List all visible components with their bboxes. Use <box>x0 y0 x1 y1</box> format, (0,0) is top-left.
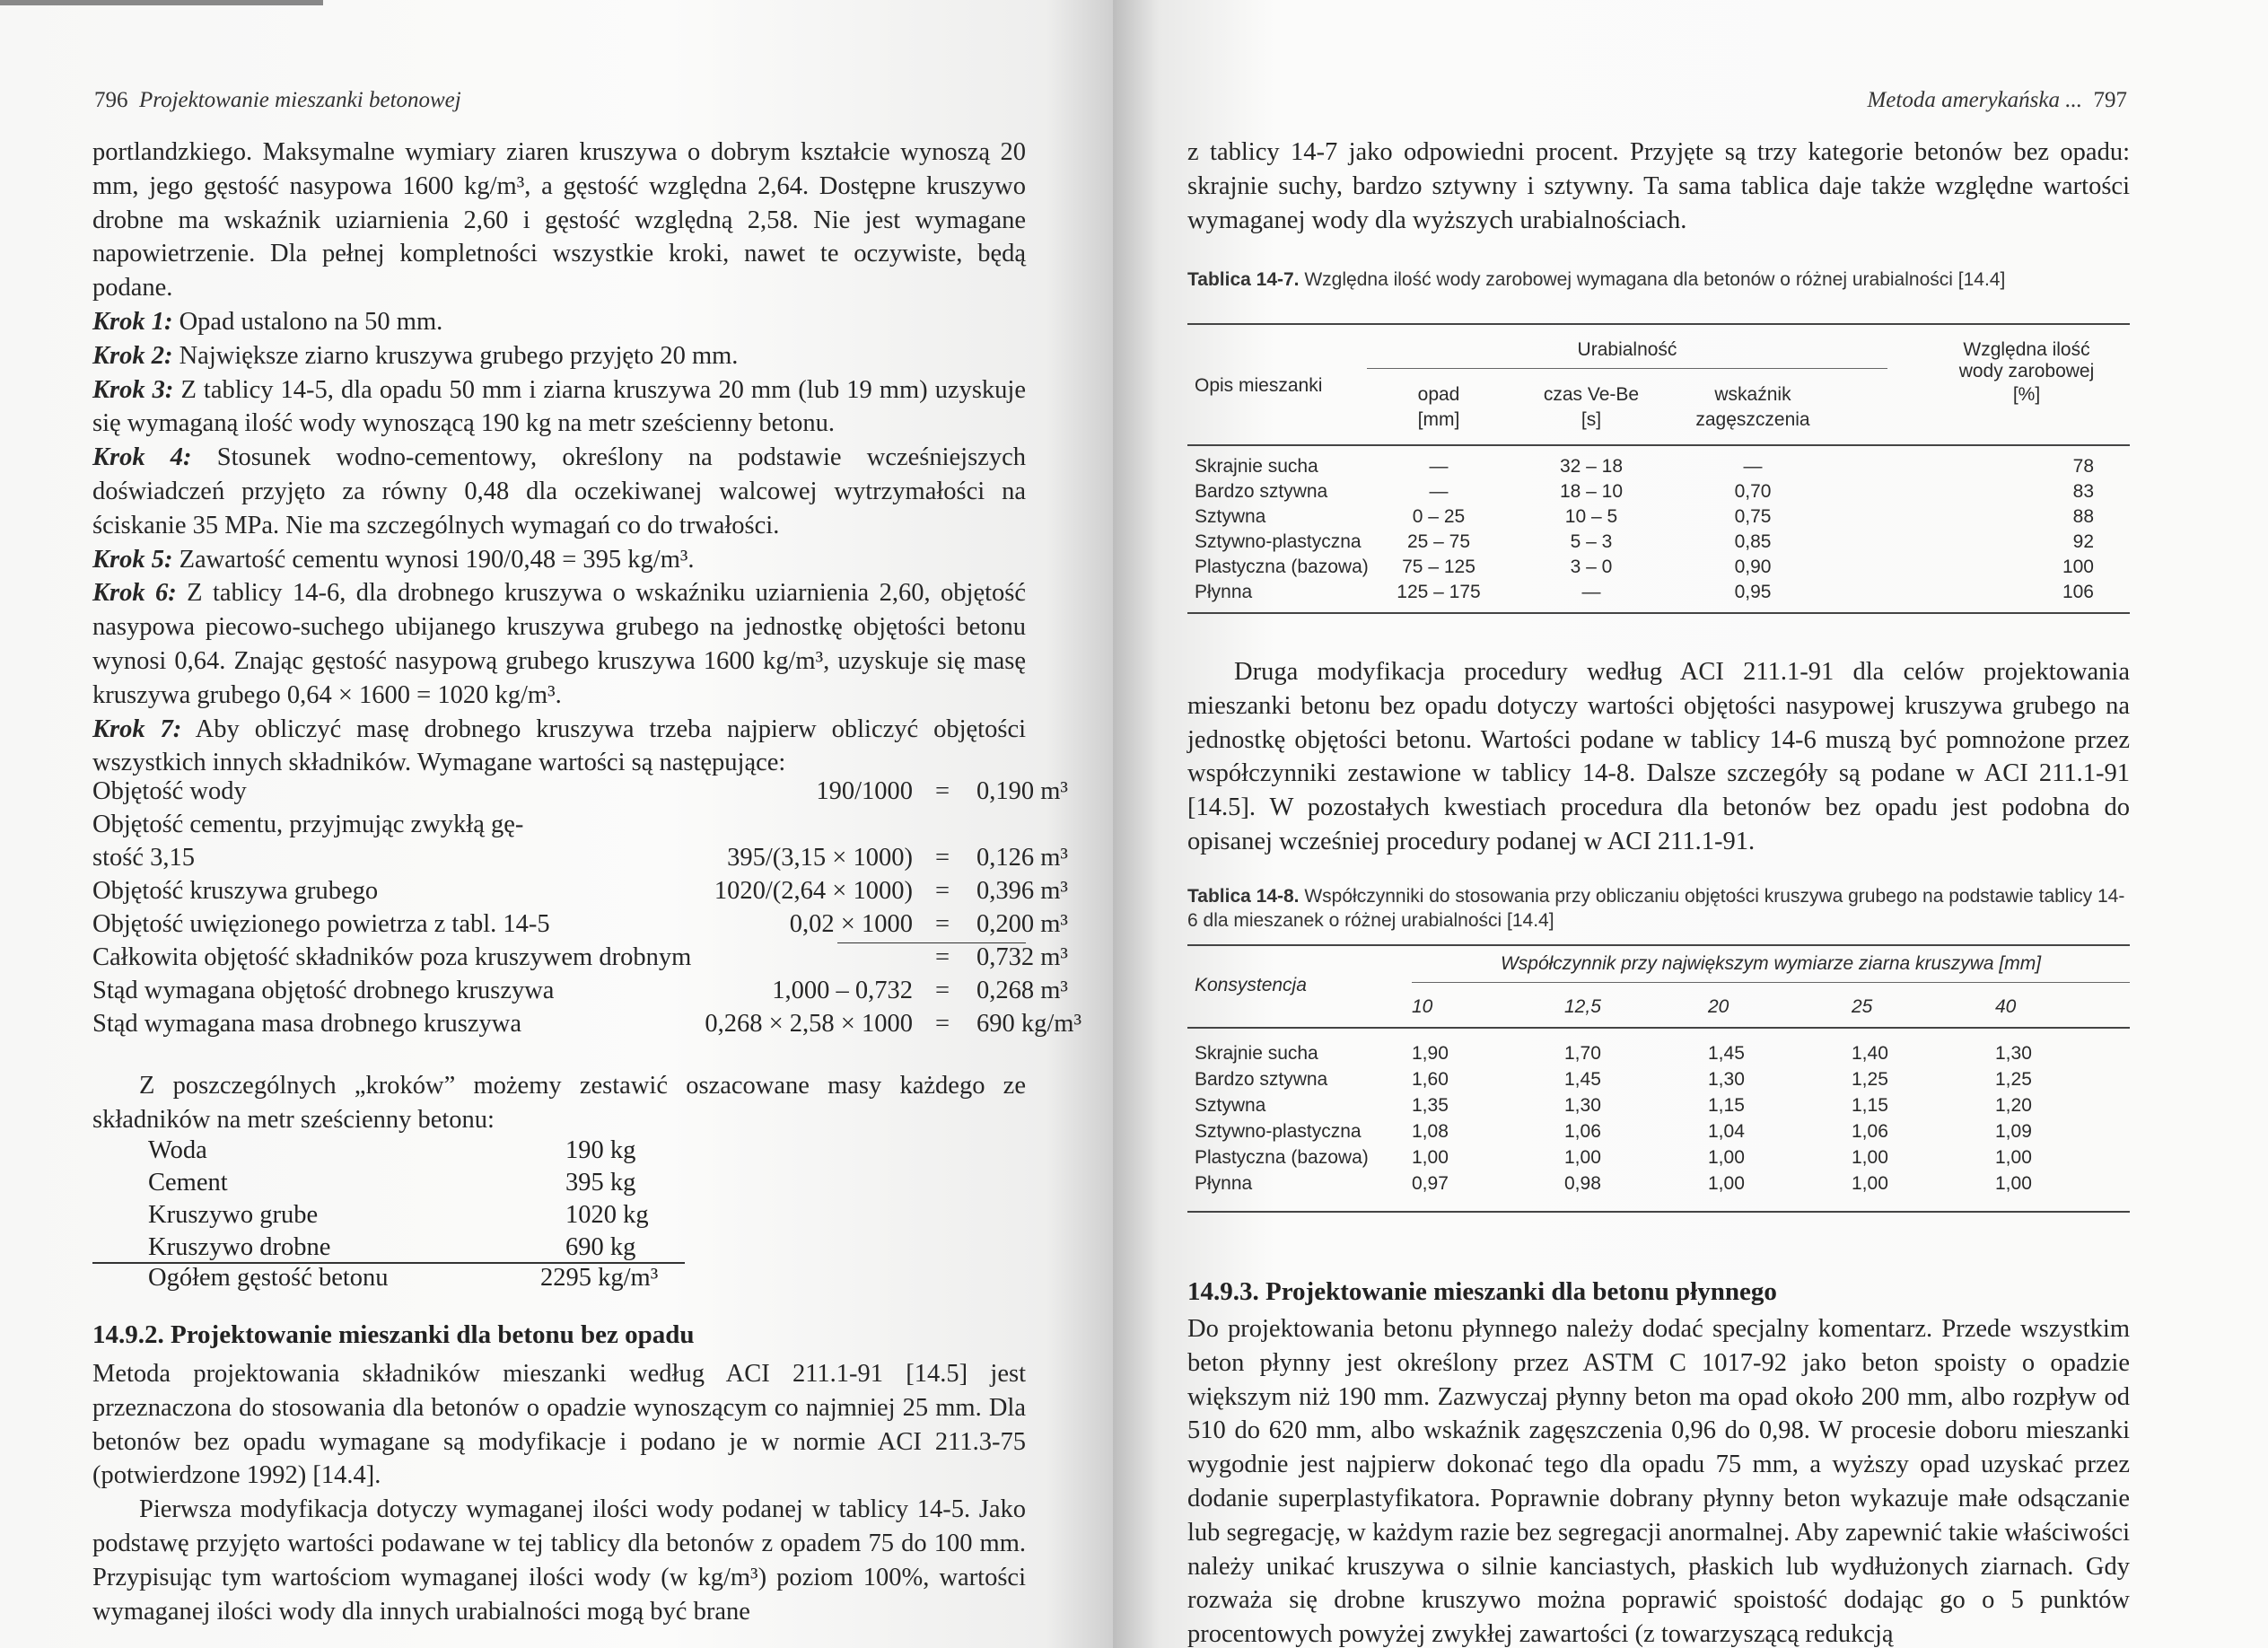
table-cell-desc: Sztywna <box>1195 506 1266 527</box>
table-cell-desc: Skrajnie sucha <box>1195 456 1318 477</box>
table-row <box>1187 481 2130 506</box>
table-cell-value: 1,04 <box>1708 1121 1745 1142</box>
step-text: Opad ustalono na 50 mm. <box>172 307 443 336</box>
step-label: Krok 4: <box>92 443 192 472</box>
right-page-number: 797 <box>2093 88 2127 112</box>
table-cell-wsk: 0,95 <box>1734 582 1772 602</box>
table-rule <box>1187 323 2130 325</box>
table-cell-value: 1,06 <box>1852 1121 1888 1142</box>
table-cell-wsk: — <box>1743 456 1763 477</box>
col-header-size: 40 <box>1995 996 2017 1017</box>
mass-total-row: Ogółem gęstość betonu 2295 kg/m³ <box>148 1264 659 1292</box>
mass-row: Kruszywo drobne 690 kg <box>148 1233 636 1261</box>
table-cell-vebe: 32 – 18 <box>1559 456 1624 477</box>
table-cell-value: 1,00 <box>1564 1147 1601 1168</box>
step-1 <box>92 305 1026 339</box>
section-title-14-9-3: 14.9.3. Projektowanie mieszanki dla betonu płynnego <box>1187 1277 1777 1306</box>
table-cell-desc: Bardzo sztywna <box>1195 1069 1328 1090</box>
step-label: Krok 1: <box>92 307 173 336</box>
col-group-header: Współczynnik przy największym wymiarze ziarna kruszywa [mm] <box>1500 953 2042 974</box>
table-cell-opad: 75 – 125 <box>1402 557 1476 577</box>
mass-row: Cement 395 kg <box>148 1169 636 1197</box>
steps-list <box>92 305 1026 780</box>
mass-row: Woda 190 kg <box>148 1136 636 1164</box>
step-text: Z tablicy 14-5, dla opadu 50 mm i ziarna kruszywa 20 mm (lub 19 mm) uzyskuje się wymaganą ilość wody wynoszącą 190 kg na metr sześcienny betonu. <box>92 375 1026 438</box>
table-cell-desc: Plastyczna (bazowa) <box>1195 1147 1369 1168</box>
step-4 <box>92 441 1026 542</box>
col-header: Opis mieszanki <box>1195 375 1323 396</box>
table-cell-value: 1,00 <box>1412 1147 1449 1168</box>
step-3 <box>92 373 1026 442</box>
table-row <box>1187 456 2130 481</box>
col-header: Konsystencja <box>1195 975 1307 995</box>
table-rule <box>1367 368 1887 369</box>
table-cell-value: 1,60 <box>1412 1069 1449 1090</box>
left-page-number: 796 <box>94 88 128 112</box>
step-5 <box>92 543 1026 577</box>
step-label: Krok 7: <box>92 714 182 743</box>
step-label: Krok 6: <box>92 579 177 608</box>
table-cell-value: 1,40 <box>1852 1043 1888 1064</box>
table-cell-value: 1,00 <box>1995 1147 2032 1168</box>
table-cell-vebe: 3 – 0 <box>1570 557 1613 577</box>
table-rule <box>1187 612 2130 614</box>
table-cell-value: 1,09 <box>1995 1121 2032 1142</box>
right-running-title: Metoda amerykańska ... <box>1867 88 2082 112</box>
section-14-9-2-paragraph-1: Metoda projektowania składników mieszanki według ACI 211.1-91 [14.5] jest przeznaczona do stosowania dla betonów o opadzie wynoszącym co najmniej 25 mm. Dla betonów bez opadu wymagane są modyfikacje i podano je w normie ACI 211.3-75 (potwierdzone 1992) [14.4]. <box>92 1360 1026 1490</box>
left-running-title: Projektowanie mieszanki betonowej <box>139 88 461 112</box>
table-cell-water: 83 <box>2072 481 2094 502</box>
col-header: wskaźnik <box>1714 384 1791 405</box>
step-label: Krok 2: <box>92 341 173 370</box>
table-14-8 <box>1187 944 2130 1214</box>
section-14-9-2-text <box>92 1357 1026 1628</box>
table-cell-wsk: 0,85 <box>1734 531 1772 552</box>
table-cell-value: 1,25 <box>1995 1069 2032 1090</box>
table-rule <box>1187 1211 2130 1213</box>
section-14-9-2-paragraph-2: Pierwsza modyfikacja dotyczy wymaganej ilości wody podanej w tablicy 14-5. Jako podstawę przyjęto wartości podawane w tej tablicy dla betonów z opadem 75 do 100 mm. Przypisując tym wartościom wymaganej ilości wody (w kg/m³) poziom 100%, wartości wymaganej ilości wody dla innych urabialności mogą być brane <box>92 1495 1026 1626</box>
col-header: [mm] <box>1417 409 1460 430</box>
col-header: [%] <box>2012 384 2041 405</box>
col-header: [s] <box>1581 409 1602 430</box>
section-title-14-9-2: 14.9.2. Projektowanie mieszanki dla betonu bez opadu <box>92 1320 695 1349</box>
table-cell-value: 1,06 <box>1564 1121 1601 1142</box>
left-intro-paragraph: portlandzkiego. Maksymalne wymiary ziaren kruszywa o dobrym kształcie wynoszą 20 mm, jego gęstość nasypowa 1600 kg/m³, a gęstość względna 2,64. Dostępne kruszywo drobne ma wskaźnik uziarnienia 2,60 i gęstość względną 2,58. Nie jest wymagane napowietrzenie. Dla pełnej kompletności wszystkie kroki, nawet te oczywiste, będą podane. <box>92 138 1026 302</box>
table-cell-value: 1,00 <box>1708 1147 1745 1168</box>
table-cell-desc: Sztywna <box>1195 1095 1266 1116</box>
table-14-8-caption: Tablica 14-8. Współczynniki do stosowania przy obliczaniu objętości kruszywa grubego na podstawie tablicy 14-6 dla mieszanek o różnej urabialności [14.4] <box>1187 886 2125 931</box>
table-cell-desc: Skrajnie sucha <box>1195 1043 1318 1064</box>
table-cell-vebe: — <box>1581 582 1601 602</box>
top-edge <box>0 0 323 5</box>
col-header-size: 10 <box>1412 996 1433 1017</box>
table-cell-value: 1,30 <box>1564 1095 1601 1116</box>
table-cell-value: 1,45 <box>1708 1043 1745 1064</box>
table-cell-vebe: 18 – 10 <box>1559 481 1624 502</box>
table-14-7-caption: Tablica 14-7. Względna ilość wody zarobowej wymagana dla betonów o różnej urabialności [14.4] <box>1187 269 2006 290</box>
table-cell-desc: Sztywno-plastyczna <box>1195 1121 1362 1142</box>
right-intro: z tablicy 14-7 jako odpowiedni procent. Przyjęte są trzy kategorie betonów bez opadu: skrajnie suchy, bardzo sztywny i sztywny. Ta sama tablica daje także względne wartości wymaganej wody dla wyższych urabialnościach. <box>1187 138 2130 234</box>
table-cell-value: 1,45 <box>1564 1069 1601 1090</box>
step-label: Krok 5: <box>92 545 173 574</box>
table-cell-value: 0,97 <box>1412 1173 1449 1194</box>
left-body-text <box>92 136 1026 780</box>
step-text: Z tablicy 14-6, dla drobnego kruszywa o wskaźniku uziarnienia 2,60, objętość nasypowa piecowo-suchego ubijanego kruszywa grubego na jednostkę objętości betonu wynosi 0,64. Znając gęstość nasypową grubego kruszywa 1600 kg/m³, uzyskuje się masę kruszywa grubego 0,64 × 1600 = 1020 kg/m³. <box>92 579 1027 709</box>
table-cell-value: 1,00 <box>1708 1173 1745 1194</box>
table-cell-vebe: 10 – 5 <box>1564 506 1618 527</box>
table-row <box>1187 1147 2130 1173</box>
table-row <box>1187 1095 2130 1121</box>
table-cell-opad: 0 – 25 <box>1412 506 1466 527</box>
table-row <box>1187 1173 2130 1199</box>
col-group-header: Urabialność <box>1577 339 1677 360</box>
table-cell-value: 0,98 <box>1564 1173 1601 1194</box>
step-text: Aby obliczyć masę drobnego kruszywa trzeba najpierw obliczyć objętości wszystkich innych składników. Wymagane wartości są następujące: <box>92 714 1027 777</box>
table-cell-wsk: 0,75 <box>1734 506 1772 527</box>
table-cell-desc: Plastyczna (bazowa) <box>1195 557 1369 577</box>
table-cell-value: 1,35 <box>1412 1095 1449 1116</box>
col-header: opad <box>1417 384 1460 405</box>
table-cell-value: 1,15 <box>1852 1095 1888 1116</box>
table-cell-water: 88 <box>2072 506 2094 527</box>
left-page-header <box>94 88 461 113</box>
step-label: Krok 3: <box>92 375 174 404</box>
table-row <box>1187 1069 2130 1095</box>
table-row <box>1187 582 2130 607</box>
left-page <box>0 0 1113 1648</box>
table-cell-desc: Płynna <box>1195 1173 1253 1194</box>
table-cell-value: 1,00 <box>1852 1147 1888 1168</box>
mass-total <box>148 1264 776 1300</box>
table-cell-water: 106 <box>2062 582 2094 602</box>
step-2 <box>92 339 1026 373</box>
table-cell-value: 1,00 <box>1995 1173 2032 1194</box>
mass-row: Kruszywo grube 1020 kg <box>148 1201 649 1229</box>
table-14-7 <box>1187 323 2130 619</box>
table-row <box>1187 506 2130 531</box>
table-rule <box>1187 1027 2130 1029</box>
table-cell-value: 1,70 <box>1564 1043 1601 1064</box>
table-cell-water: 100 <box>2062 557 2094 577</box>
table-cell-value: 1,25 <box>1852 1069 1888 1090</box>
table-row <box>1187 1043 2130 1069</box>
table-cell-wsk: 0,90 <box>1734 557 1772 577</box>
table-cell-opad: 125 – 175 <box>1397 582 1481 602</box>
table-row <box>1187 1121 2130 1147</box>
table-cell-desc: Sztywno-plastyczna <box>1195 531 1362 552</box>
table-cell-vebe: 5 – 3 <box>1570 531 1613 552</box>
table-cell-value: 1,00 <box>1852 1173 1888 1194</box>
right-page-header <box>1113 88 2127 113</box>
table-cell-desc: Płynna <box>1195 582 1253 602</box>
step-7 <box>92 713 1026 781</box>
volume-calculation: Objętość wody 190/1000 = 0,190 m³ Objętość cementu, przyjmując zwykłą gę- stość 3,15 395/(3,15 × 1000) = 0,126 m³ Objętość kruszywa grubego 1020/(2,64 × 1000) = 0,396 m³ Objętość uwięzionego powietrza z tabl. 14-5 0,02 × 1000 = 0,200 m³ Całkowita objętość składników poza kruszywem drobnym = 0,732 m³ Stąd wymagana objętość drobnego kruszywa 1,000 – 0,732 = 0,268 m³ Stąd wymagana masa drobnego kruszywa 0,268 × 2,58 × 1000 = 690 kg/m³ <box>92 777 1082 1038</box>
right-paragraph-2: Druga modyfikacja procedury według ACI 211.1-91 dla celów projektowania mieszanki betonu bez opadu dotyczy wartości objętości nasypowej kruszywa grubego na jednostkę objętości betonu. Wartości podane w tablicy 14-6 muszą być pomnożone przez współczynniki zestawione w tablicy 14-8. Dalsze szczegóły są podane w ACI 211.1-91 [14.5]. W pozostałych kwestiach procedura dla betonów bez opadu jest podobna do opisanej wcześniej procedury podanej w ACI 211.1-91. <box>1187 658 2130 855</box>
col-header-size: 25 <box>1852 996 1873 1017</box>
col-header: zagęszczenia <box>1695 409 1810 430</box>
step-text: Zawartość cementu wynosi 190/0,48 = 395 kg/m³. <box>172 545 695 574</box>
table-cell-value: 1,90 <box>1412 1043 1449 1064</box>
step-text: Największe ziarno kruszywa grubego przyjęto 20 mm. <box>172 341 739 370</box>
summary-intro: Z poszczególnych „kroków” możemy zestawić oszacowane masy każdego ze składników na metr sześcienny betonu: <box>92 1072 1026 1134</box>
table-rule <box>1187 944 2130 946</box>
col-header: Względna ilość <box>1963 339 2090 360</box>
table-row <box>1187 531 2130 557</box>
section-14-9-3-paragraph: Do projektowania betonu płynnego należy dodać specjalny komentarz. Przede wszystkim beton płynny jest określony przez ASTM C 1017-92 jako beton spoisty o opadzie większym niż 190 mm. Zazwyczaj płynny beton ma opad około 200 mm, albo rozpływ od 510 do 620 mm, albo wskaźnik zagęszczenia 0,96 do 0,98. W procesie doboru mieszanki wygodnie jest najpierw dokonać tego dla opadu 75 mm, a wyższy opad uzyskać przez dodanie superplastyfikatora. Poprawnie dobrany płynny beton wykazuje małe odsączanie lub segregację, w każdym razie bez segregacji anormalnej. Aby zapewnić takie właściwości należy unikać kruszywa o silnie kanciastych, płaskich lub wydłużonych ziarnach. Gdy rozważa się drobne kruszywo można poprawić spoistość dodając go o 5 punktów procentowych powyżej zwykłej zawartości (z towarzyszącą redukcją <box>1187 1315 2130 1648</box>
table-cell-value: 1,08 <box>1412 1121 1449 1142</box>
right-page <box>1113 0 2268 1648</box>
col-header: wody zarobowej <box>1958 361 2095 381</box>
table-cell-wsk: 0,70 <box>1734 481 1772 502</box>
step-6 <box>92 576 1026 712</box>
table-cell-opad: — <box>1429 481 1449 502</box>
table-cell-value: 1,20 <box>1995 1095 2032 1116</box>
table-rule <box>1187 444 2130 446</box>
table-cell-desc: Bardzo sztywna <box>1195 481 1328 502</box>
table-cell-water: 78 <box>2072 456 2094 477</box>
col-header-size: 12,5 <box>1564 996 1601 1017</box>
table-cell-opad: 25 – 75 <box>1406 531 1471 552</box>
table-cell-value: 1,30 <box>1995 1043 2032 1064</box>
step-text: Stosunek wodno-cementowy, określony na podstawie wcześniejszych doświadczeń przyjęto za równy 0,48 dla oczekiwanej walcowej wytrzymałości na ściskanie 35 MPa. Nie ma szczególnych wymagań co do trwałości. <box>92 443 1026 539</box>
table-cell-value: 1,30 <box>1708 1069 1745 1090</box>
table-rule <box>1412 982 2130 983</box>
table-row <box>1187 557 2130 582</box>
table-cell-opad: — <box>1429 456 1449 477</box>
table-cell-water: 92 <box>2072 531 2094 552</box>
table-cell-value: 1,15 <box>1708 1095 1745 1116</box>
col-header-size: 20 <box>1708 996 1729 1017</box>
col-header: czas Ve-Be <box>1543 384 1640 405</box>
